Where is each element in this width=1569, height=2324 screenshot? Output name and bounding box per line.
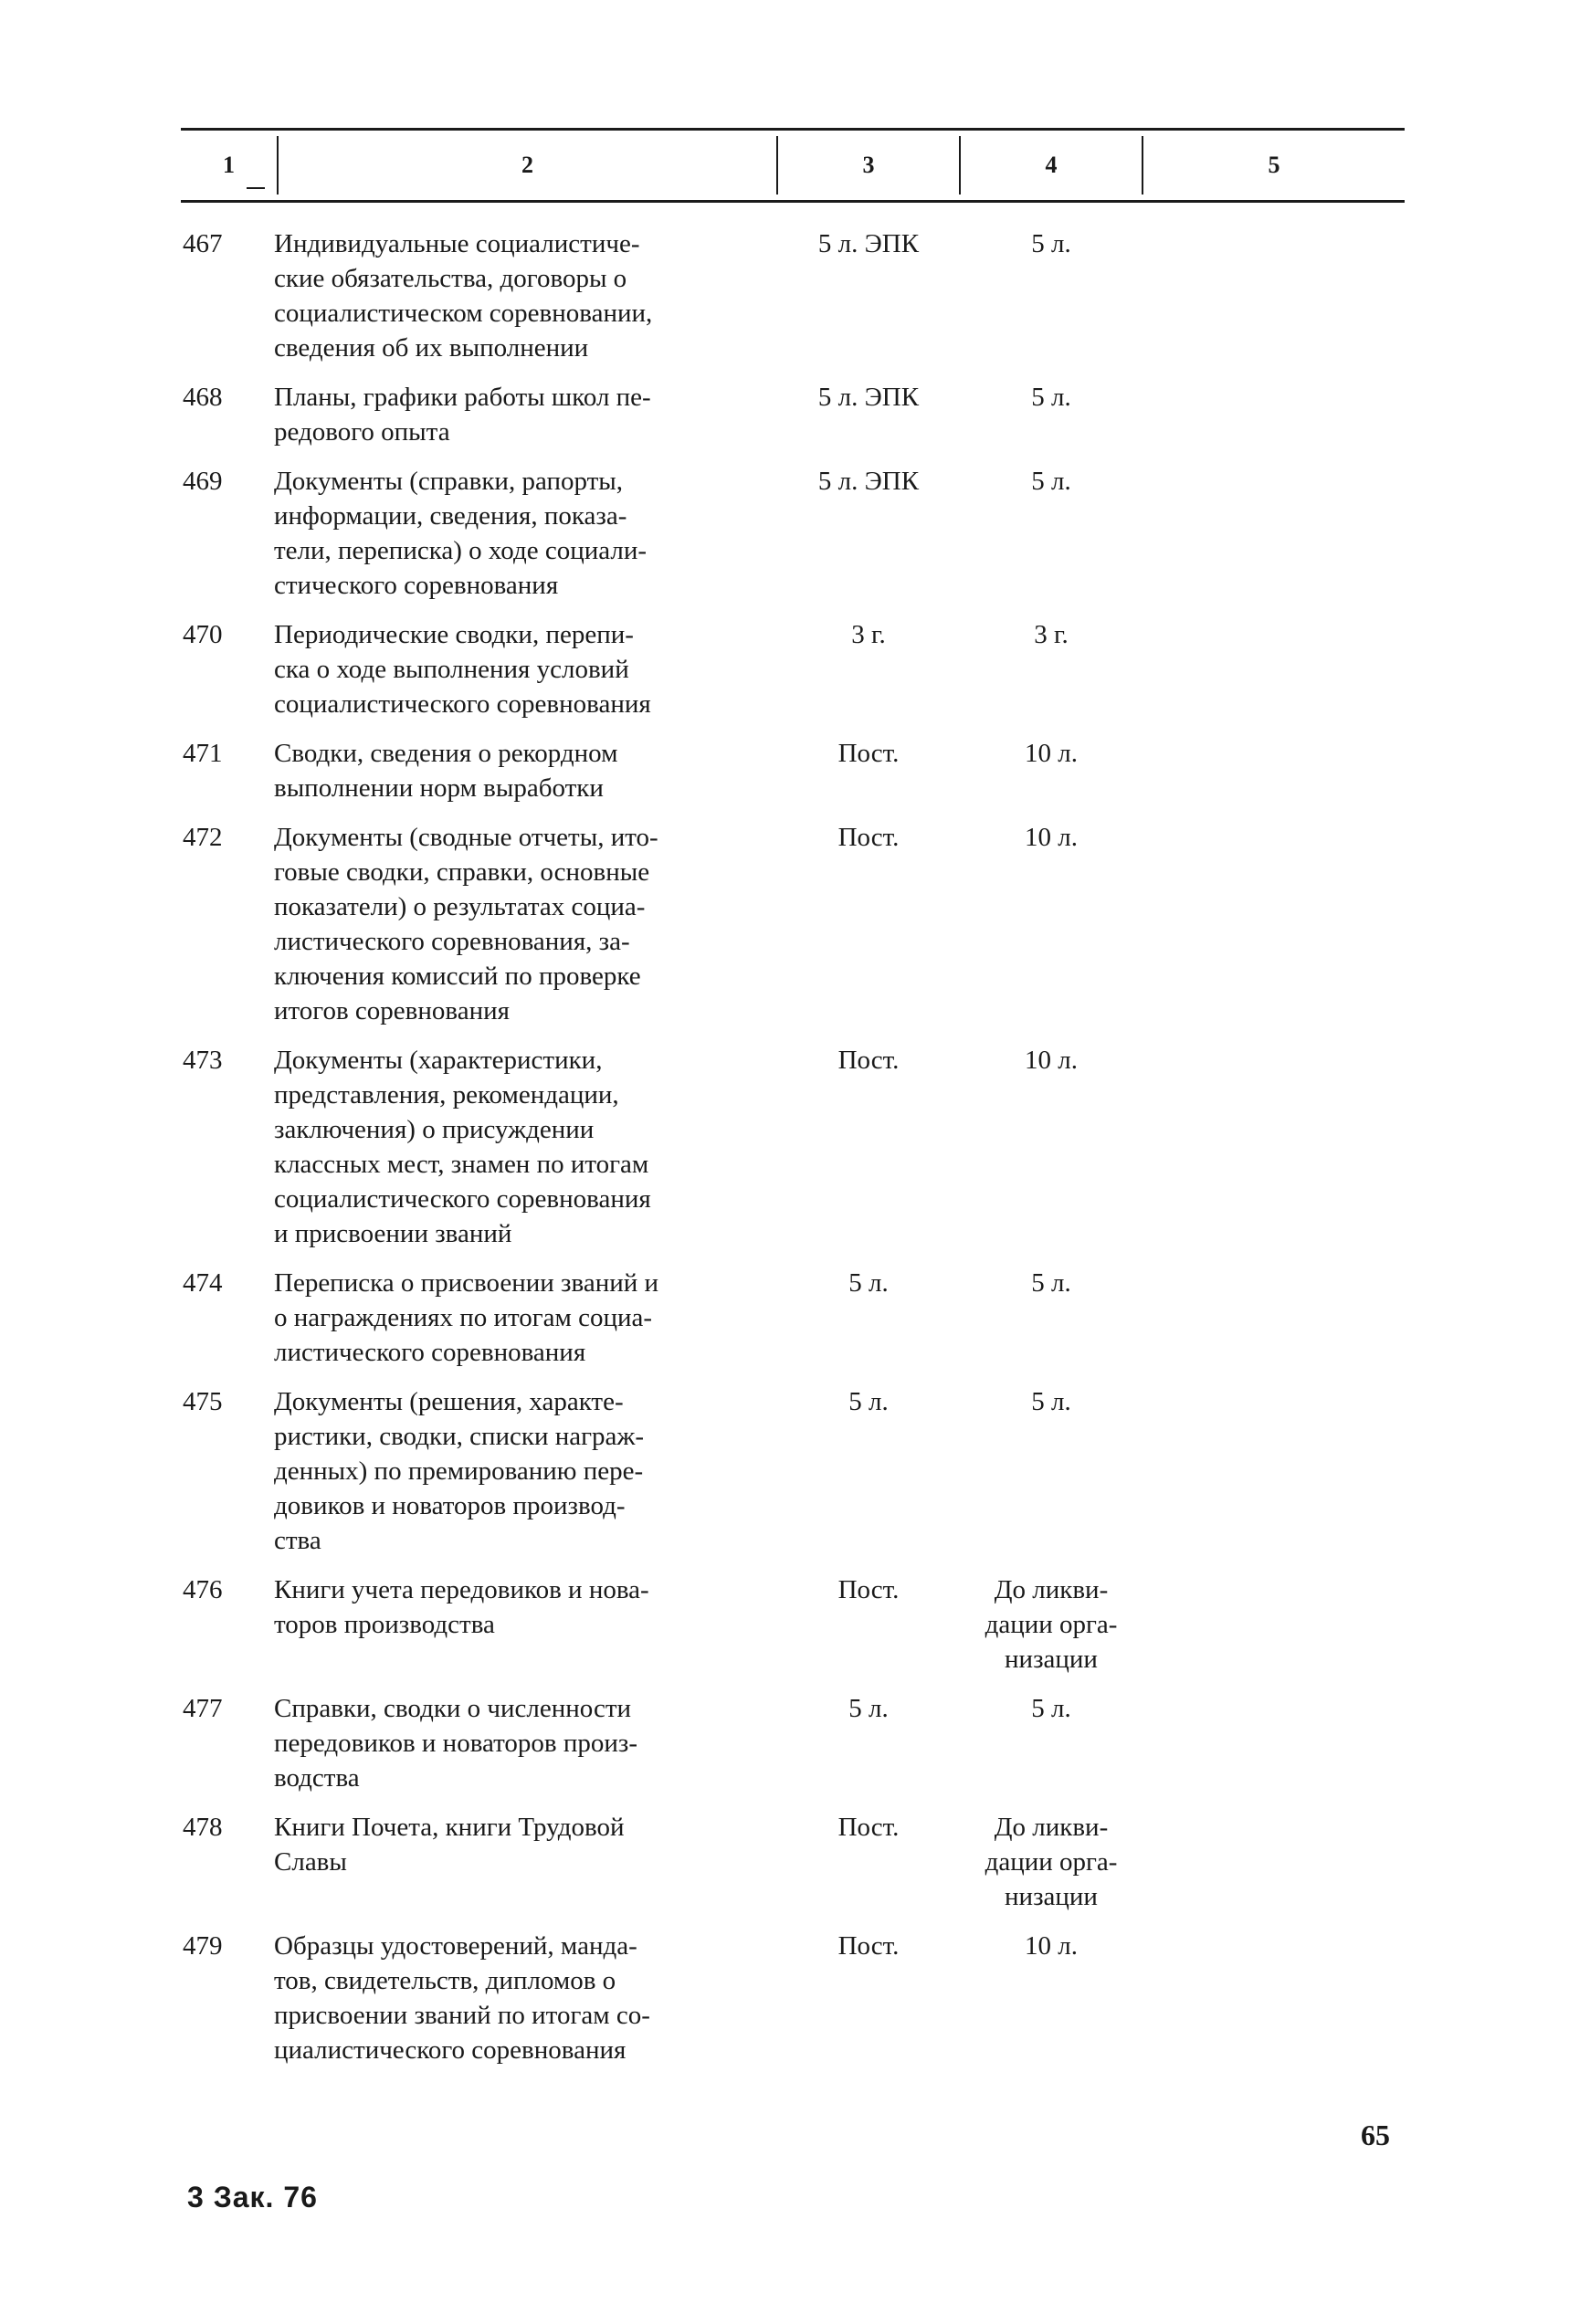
- retention-col-3: Пост.: [837, 823, 900, 852]
- description-line: листического соревнования: [274, 1338, 586, 1367]
- description-line: Книги Почета, книги Трудовой: [274, 1813, 625, 1842]
- row-number: 471: [183, 739, 223, 768]
- retention-col-3: Пост.: [837, 1931, 900, 1961]
- retention-col-3: Пост.: [837, 739, 900, 768]
- retention-col-4: [961, 1384, 1142, 1419]
- description-line: классных мест, знамен по итогам: [274, 1150, 649, 1179]
- row-description: [274, 617, 772, 721]
- row-description: [274, 1810, 772, 1879]
- col-4-line: 10 л.: [1025, 1931, 1078, 1961]
- header-col-2: 2: [521, 152, 533, 178]
- description-line: сведения об их выполнении: [274, 333, 589, 363]
- description-line: Образцы удостоверений, манда-: [274, 1931, 637, 1961]
- description-line: Индивидуальные социалистиче-: [274, 229, 640, 258]
- description-line: денных) по премированию пере-: [274, 1456, 644, 1486]
- row-description: [274, 226, 772, 365]
- description-line: говые сводки, справки, основные: [274, 857, 650, 887]
- retention-col-4: [961, 617, 1142, 652]
- row-description: [274, 736, 772, 805]
- description-line: о награждениях по итогам социа-: [274, 1303, 653, 1332]
- col-4-line: низации: [1005, 1645, 1098, 1674]
- col-4-line: До ликви-: [994, 1813, 1109, 1842]
- header-col-5: 5: [1268, 152, 1280, 178]
- description-line: Планы, графики работы школ пе-: [274, 383, 651, 412]
- description-line: торов производства: [274, 1610, 495, 1639]
- retention-col-3: 5 л.: [848, 1268, 889, 1298]
- page-number: 65: [1361, 2119, 1390, 2151]
- retention-col-4: [961, 736, 1142, 771]
- col-4-line: 10 л.: [1025, 739, 1078, 768]
- description-line: Переписка о присвоении званий и: [274, 1268, 659, 1298]
- row-description: [274, 1929, 772, 2067]
- row-description: [274, 1691, 772, 1795]
- row-number: 473: [183, 1046, 223, 1075]
- retention-col-3: Пост.: [837, 1813, 900, 1842]
- row-number: 468: [183, 383, 223, 412]
- row-number: 467: [183, 229, 223, 258]
- col-4-line: 10 л.: [1025, 1046, 1078, 1075]
- header-tick-mark: [247, 187, 265, 189]
- description-line: итогов соревнования: [274, 996, 510, 1025]
- description-line: листического соревнования, за-: [274, 927, 630, 956]
- header-col-4: 4: [1045, 152, 1058, 178]
- row-number: 475: [183, 1387, 223, 1416]
- row-number: 470: [183, 620, 223, 649]
- footer-note: 3 Зак. 76: [187, 2181, 318, 2214]
- col-4-line: низации: [1005, 1882, 1098, 1911]
- description-line: заключения) о присуждении: [274, 1115, 595, 1144]
- description-line: Документы (характеристики,: [274, 1046, 603, 1075]
- description-line: ска о ходе выполнения условий: [274, 655, 629, 684]
- col-4-line: дации орга-: [985, 1610, 1118, 1639]
- description-line: тели, переписка) о ходе социали-: [274, 536, 648, 565]
- description-line: Документы (справки, рапорты,: [274, 467, 623, 496]
- row-description: [274, 380, 772, 449]
- description-line: Документы (решения, характе-: [274, 1387, 624, 1416]
- retention-col-4: [961, 226, 1142, 261]
- col-4-line: 3 г.: [1034, 620, 1069, 649]
- header-col-3: 3: [862, 152, 875, 178]
- row-description: [274, 1572, 772, 1642]
- col-4-line: 10 л.: [1025, 823, 1078, 852]
- retention-col-3: Пост.: [837, 1575, 900, 1604]
- col-4-line: 5 л.: [1031, 1268, 1071, 1298]
- retention-col-4: [961, 1929, 1142, 1963]
- description-line: Документы (сводные отчеты, ито-: [274, 823, 658, 852]
- description-line: показатели) о результатах социа-: [274, 892, 646, 921]
- description-line: Периодические сводки, перепи-: [274, 620, 634, 649]
- description-line: редового опыта: [274, 417, 450, 447]
- retention-col-4: [961, 1691, 1142, 1726]
- retention-col-4: [961, 380, 1142, 415]
- col-4-line: 5 л.: [1031, 1387, 1071, 1416]
- row-number: 469: [183, 467, 223, 496]
- col-4-line: 5 л.: [1031, 383, 1071, 412]
- description-line: ства: [274, 1526, 321, 1555]
- retention-col-3: 5 л.: [848, 1694, 889, 1723]
- row-number: 477: [183, 1694, 223, 1723]
- description-line: выполнении норм выработки: [274, 773, 604, 803]
- description-line: социалистического соревнования: [274, 1184, 651, 1214]
- row-description: [274, 464, 772, 603]
- retention-col-3: 3 г.: [851, 620, 886, 649]
- row-number: 472: [183, 823, 223, 852]
- col-4-line: 5 л.: [1031, 1694, 1071, 1723]
- header-col-1: 1: [223, 152, 235, 178]
- description-line: социалистического соревнования: [274, 689, 651, 719]
- row-description: [274, 1043, 772, 1251]
- description-line: тов, свидетельств, дипломов о: [274, 1966, 616, 1995]
- retention-col-3: 5 л. ЭПК: [817, 467, 920, 496]
- description-line: ключения комиссий по проверке: [274, 962, 641, 991]
- row-description: [274, 820, 772, 1028]
- retention-col-4: [961, 1810, 1142, 1914]
- description-line: Книги учета передовиков и нова-: [274, 1575, 649, 1604]
- retention-col-4: [961, 1043, 1142, 1078]
- description-line: довиков и новаторов производ-: [274, 1491, 626, 1520]
- row-number: 478: [183, 1813, 223, 1842]
- description-line: циалистического соревнования: [274, 2035, 627, 2065]
- description-line: присвоении званий по итогам со-: [274, 2001, 650, 2030]
- description-line: Сводки, сведения о рекордном: [274, 739, 618, 768]
- retention-col-4: [961, 1266, 1142, 1300]
- retention-col-4: [961, 1572, 1142, 1677]
- col-4-line: дации орга-: [985, 1847, 1118, 1877]
- description-line: и присвоении званий: [274, 1219, 512, 1248]
- description-line: информации, сведения, показа-: [274, 501, 627, 531]
- description-line: представления, рекомендации,: [274, 1080, 619, 1109]
- retention-col-3: Пост.: [837, 1046, 900, 1075]
- description-line: стического соревнования: [274, 571, 559, 600]
- retention-col-3: 5 л. ЭПК: [817, 383, 920, 412]
- row-description: [274, 1266, 772, 1370]
- retention-col-4: [961, 820, 1142, 855]
- row-number: 474: [183, 1268, 223, 1298]
- description-line: водства: [274, 1763, 360, 1793]
- col-4-line: 5 л.: [1031, 229, 1071, 258]
- row-number: 479: [183, 1931, 223, 1961]
- records-table: [181, 128, 1405, 2065]
- description-line: Справки, сводки о численности: [274, 1694, 632, 1723]
- retention-col-4: [961, 464, 1142, 499]
- retention-col-3: 5 л.: [848, 1387, 889, 1416]
- description-line: ские обязательства, договоры о: [274, 264, 627, 293]
- description-line: ристики, сводки, списки награж-: [274, 1422, 645, 1451]
- col-4-line: До ликви-: [994, 1575, 1109, 1604]
- table-header: [181, 128, 1405, 203]
- description-line: Славы: [274, 1847, 347, 1877]
- description-line: социалистическом соревновании,: [274, 299, 653, 328]
- row-number: 476: [183, 1575, 223, 1604]
- description-line: передовиков и новаторов произ-: [274, 1729, 638, 1758]
- retention-col-3: 5 л. ЭПК: [817, 229, 920, 258]
- row-description: [274, 1384, 772, 1558]
- col-4-line: 5 л.: [1031, 467, 1071, 496]
